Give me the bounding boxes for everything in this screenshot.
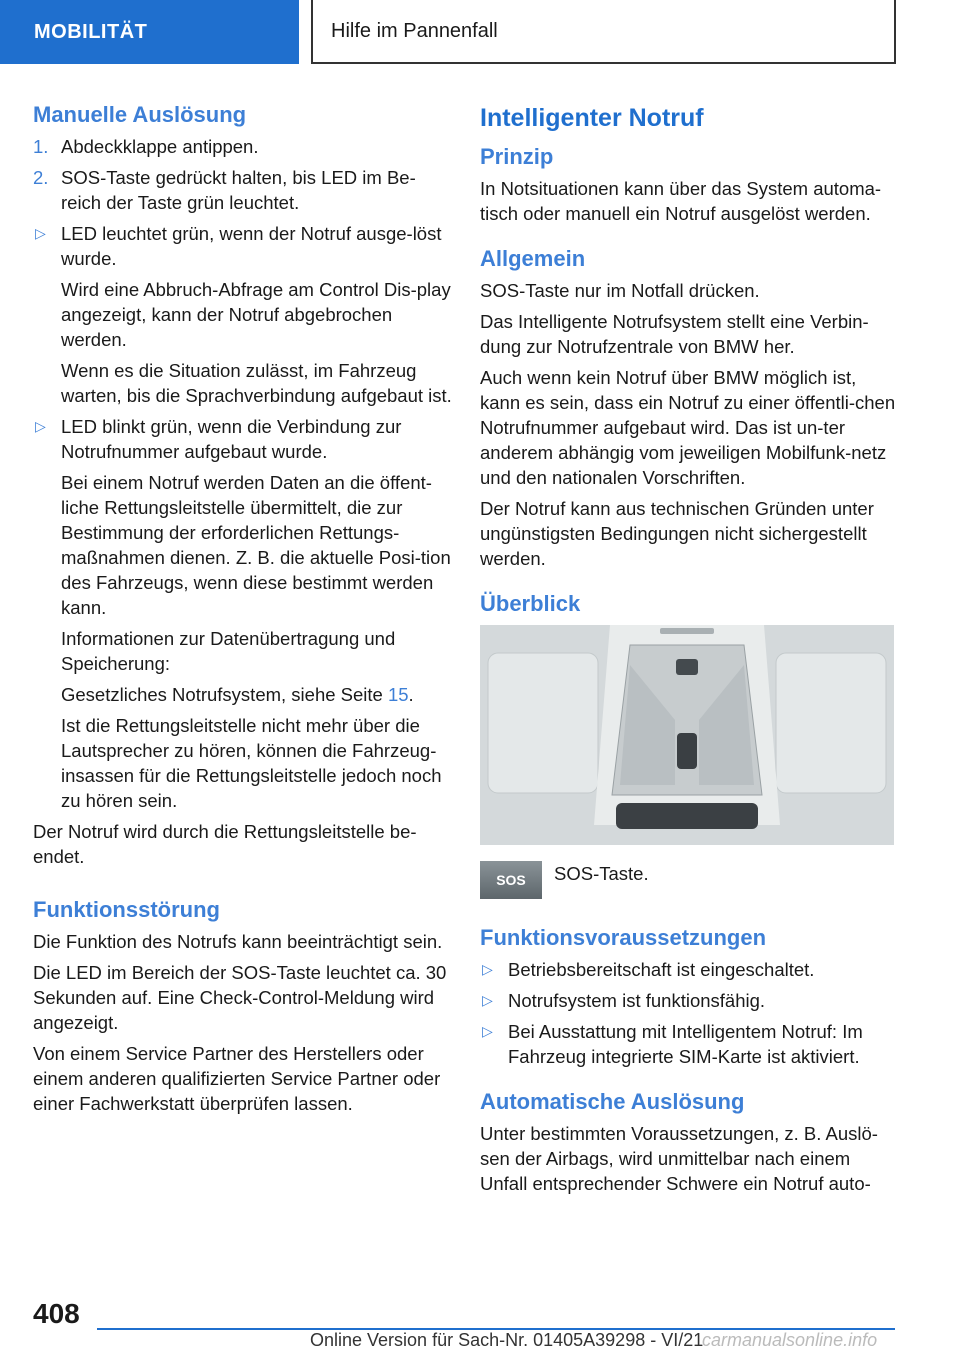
paragraph: Der Notruf kann aus technischen Gründen unter ungünstigsten Bedingungen nicht sichergestellt werden.: [480, 498, 874, 569]
step-text: SOS-Taste gedrückt halten, bis LED im Be-reich der Taste grün leuchtet.: [61, 167, 416, 213]
paragraph: Auch wenn kein Notruf über BMW möglich ist, kann es sein, dass ein Notruf zu einer öffentli-chen Notrufnummer aufgebaut wird. Das ist un-ter anderem abhängig vom jeweiligen Mobilfunk-netz und den nationalen Vorschriften.: [480, 367, 896, 488]
paragraph: Bei einem Notruf werden Daten an die öffent-liche Rettungsleitstelle übermittelt, die zur Bestimmung der erforderlichen Rettungs-maßnahmen dienen. Z. B. die aktuelle Posi-tion des Fahrzeugs, wenn diese bestimmt werden kann.: [61, 472, 451, 618]
sos-icon-label: SOS: [496, 871, 526, 888]
section-label: MOBILITÄT: [34, 20, 148, 43]
manuelle-heading: Manuelle Auslösung: [33, 102, 247, 127]
ueberblick-heading: Überblick: [480, 591, 581, 616]
paragraph: Ist die Rettungsleitstelle nicht mehr über die Lautsprecher zu hören, können die Fahrzeug-insassen für die Rettungsleitstelle jedoch noch zu hören sein.: [61, 715, 442, 811]
paragraph: Informationen zur Datenübertragung und Speicherung:: [61, 628, 396, 674]
paragraph: Die Funktion des Notrufs kann beeinträchtigt sein.: [33, 931, 443, 952]
stoerung-heading: Funktionsstörung: [33, 897, 220, 922]
voraus-heading: Funktionsvoraussetzungen: [480, 925, 767, 950]
list-item-text: Betriebsbereitschaft ist eingeschaltet.: [508, 959, 815, 980]
triangle-right-icon: ▷: [482, 1023, 493, 1039]
sos-caption: SOS-Taste.: [554, 863, 649, 884]
step-2: [33, 165, 453, 215]
paragraph: Unter bestimmten Voraussetzungen, z. B. Auslö-sen der Airbags, wird unmittelbar nach einem Unfall entsprechender Schwere ein Notruf auto-: [480, 1123, 878, 1194]
allgemein-heading: Allgemein: [480, 246, 586, 271]
paragraph: Wenn es die Situation zulässt, im Fahrzeug warten, bis die Sprachverbindung aufgebaut ist.: [61, 360, 452, 406]
overhead-console-illustration: [480, 625, 894, 845]
bullet-led-blink: [33, 414, 453, 464]
step-number: 1.: [33, 136, 49, 157]
paragraph: Das Intelligente Notrufsystem stellt eine Verbin-dung zur Notrufzentrale von BMW her.: [480, 311, 869, 357]
paragraph: SOS-Taste nur im Notfall drücken.: [480, 280, 760, 301]
watermark: carmanualsonline.info: [702, 1330, 878, 1350]
chapter-title: Hilfe im Pannenfall: [331, 19, 498, 42]
paragraph: In Notsituationen kann über das System automa-tisch oder manuell ein Notruf ausgelöst werden.: [480, 178, 882, 224]
right-column: [480, 100, 900, 1202]
footer-online-text: Online Version für Sach-Nr. 01405A39298 - VI/21: [310, 1330, 704, 1350]
list-item: [480, 1019, 900, 1069]
list-item-text: Bei Ausstattung mit Intelligentem Notruf: Im Fahrzeug integrierte SIM-Karte ist aktiviert.: [508, 1021, 863, 1067]
page-number: 408: [33, 1298, 80, 1329]
chapter-header: [311, 0, 896, 64]
overhead-console-image: [480, 625, 894, 845]
triangle-right-icon: ▷: [35, 225, 46, 241]
triangle-right-icon: ▷: [35, 418, 46, 434]
paragraph: Die LED im Bereich der SOS-Taste leuchtet ca. 30 Sekunden auf. Eine Check-Control-Meldung wird angezeigt.: [33, 962, 447, 1033]
step-number: 2.: [33, 167, 49, 188]
auto-heading: Automatische Auslösung: [480, 1089, 745, 1114]
paragraph-page-ref: [33, 682, 453, 707]
sos-phone-icon: [480, 861, 542, 899]
paragraph: Wird eine Abbruch-Abfrage am Control Dis-play angezeigt, kann der Notruf abgebrochen werden.: [61, 279, 451, 350]
step-text: Abdeckklappe antippen.: [61, 136, 259, 157]
paragraph: Von einem Service Partner des Herstellers oder einem anderen qualifizierten Service Partner oder einer Fachwerkstatt überprüfen lassen.: [33, 1043, 441, 1114]
bullet-text: LED leuchtet grün, wenn der Notruf ausge-löst wurde.: [61, 223, 442, 269]
step-1: [33, 134, 453, 159]
main-heading: Intelligenter Notruf: [480, 104, 704, 132]
left-column: [33, 100, 453, 1122]
sos-legend: [480, 861, 900, 899]
period: .: [408, 684, 414, 705]
triangle-right-icon: ▷: [482, 992, 493, 1008]
list-item: [480, 957, 900, 982]
list-item-text: Notrufsystem ist funktionsfähig.: [508, 990, 766, 1011]
bullet-led-green: [33, 221, 453, 271]
bullet-text: LED blinkt grün, wenn die Verbindung zur Notrufnummer aufgebaut wurde.: [61, 416, 402, 462]
section-tab: [0, 0, 299, 64]
page-link[interactable]: 15: [387, 684, 409, 705]
page-ref-text: Gesetzliches Notrufsystem, siehe Seite: [61, 684, 383, 705]
list-item: [480, 988, 900, 1013]
triangle-right-icon: ▷: [482, 961, 493, 977]
paragraph: Der Notruf wird durch die Rettungsleitstelle be-endet.: [33, 821, 417, 867]
prinzip-heading: Prinzip: [480, 144, 554, 169]
